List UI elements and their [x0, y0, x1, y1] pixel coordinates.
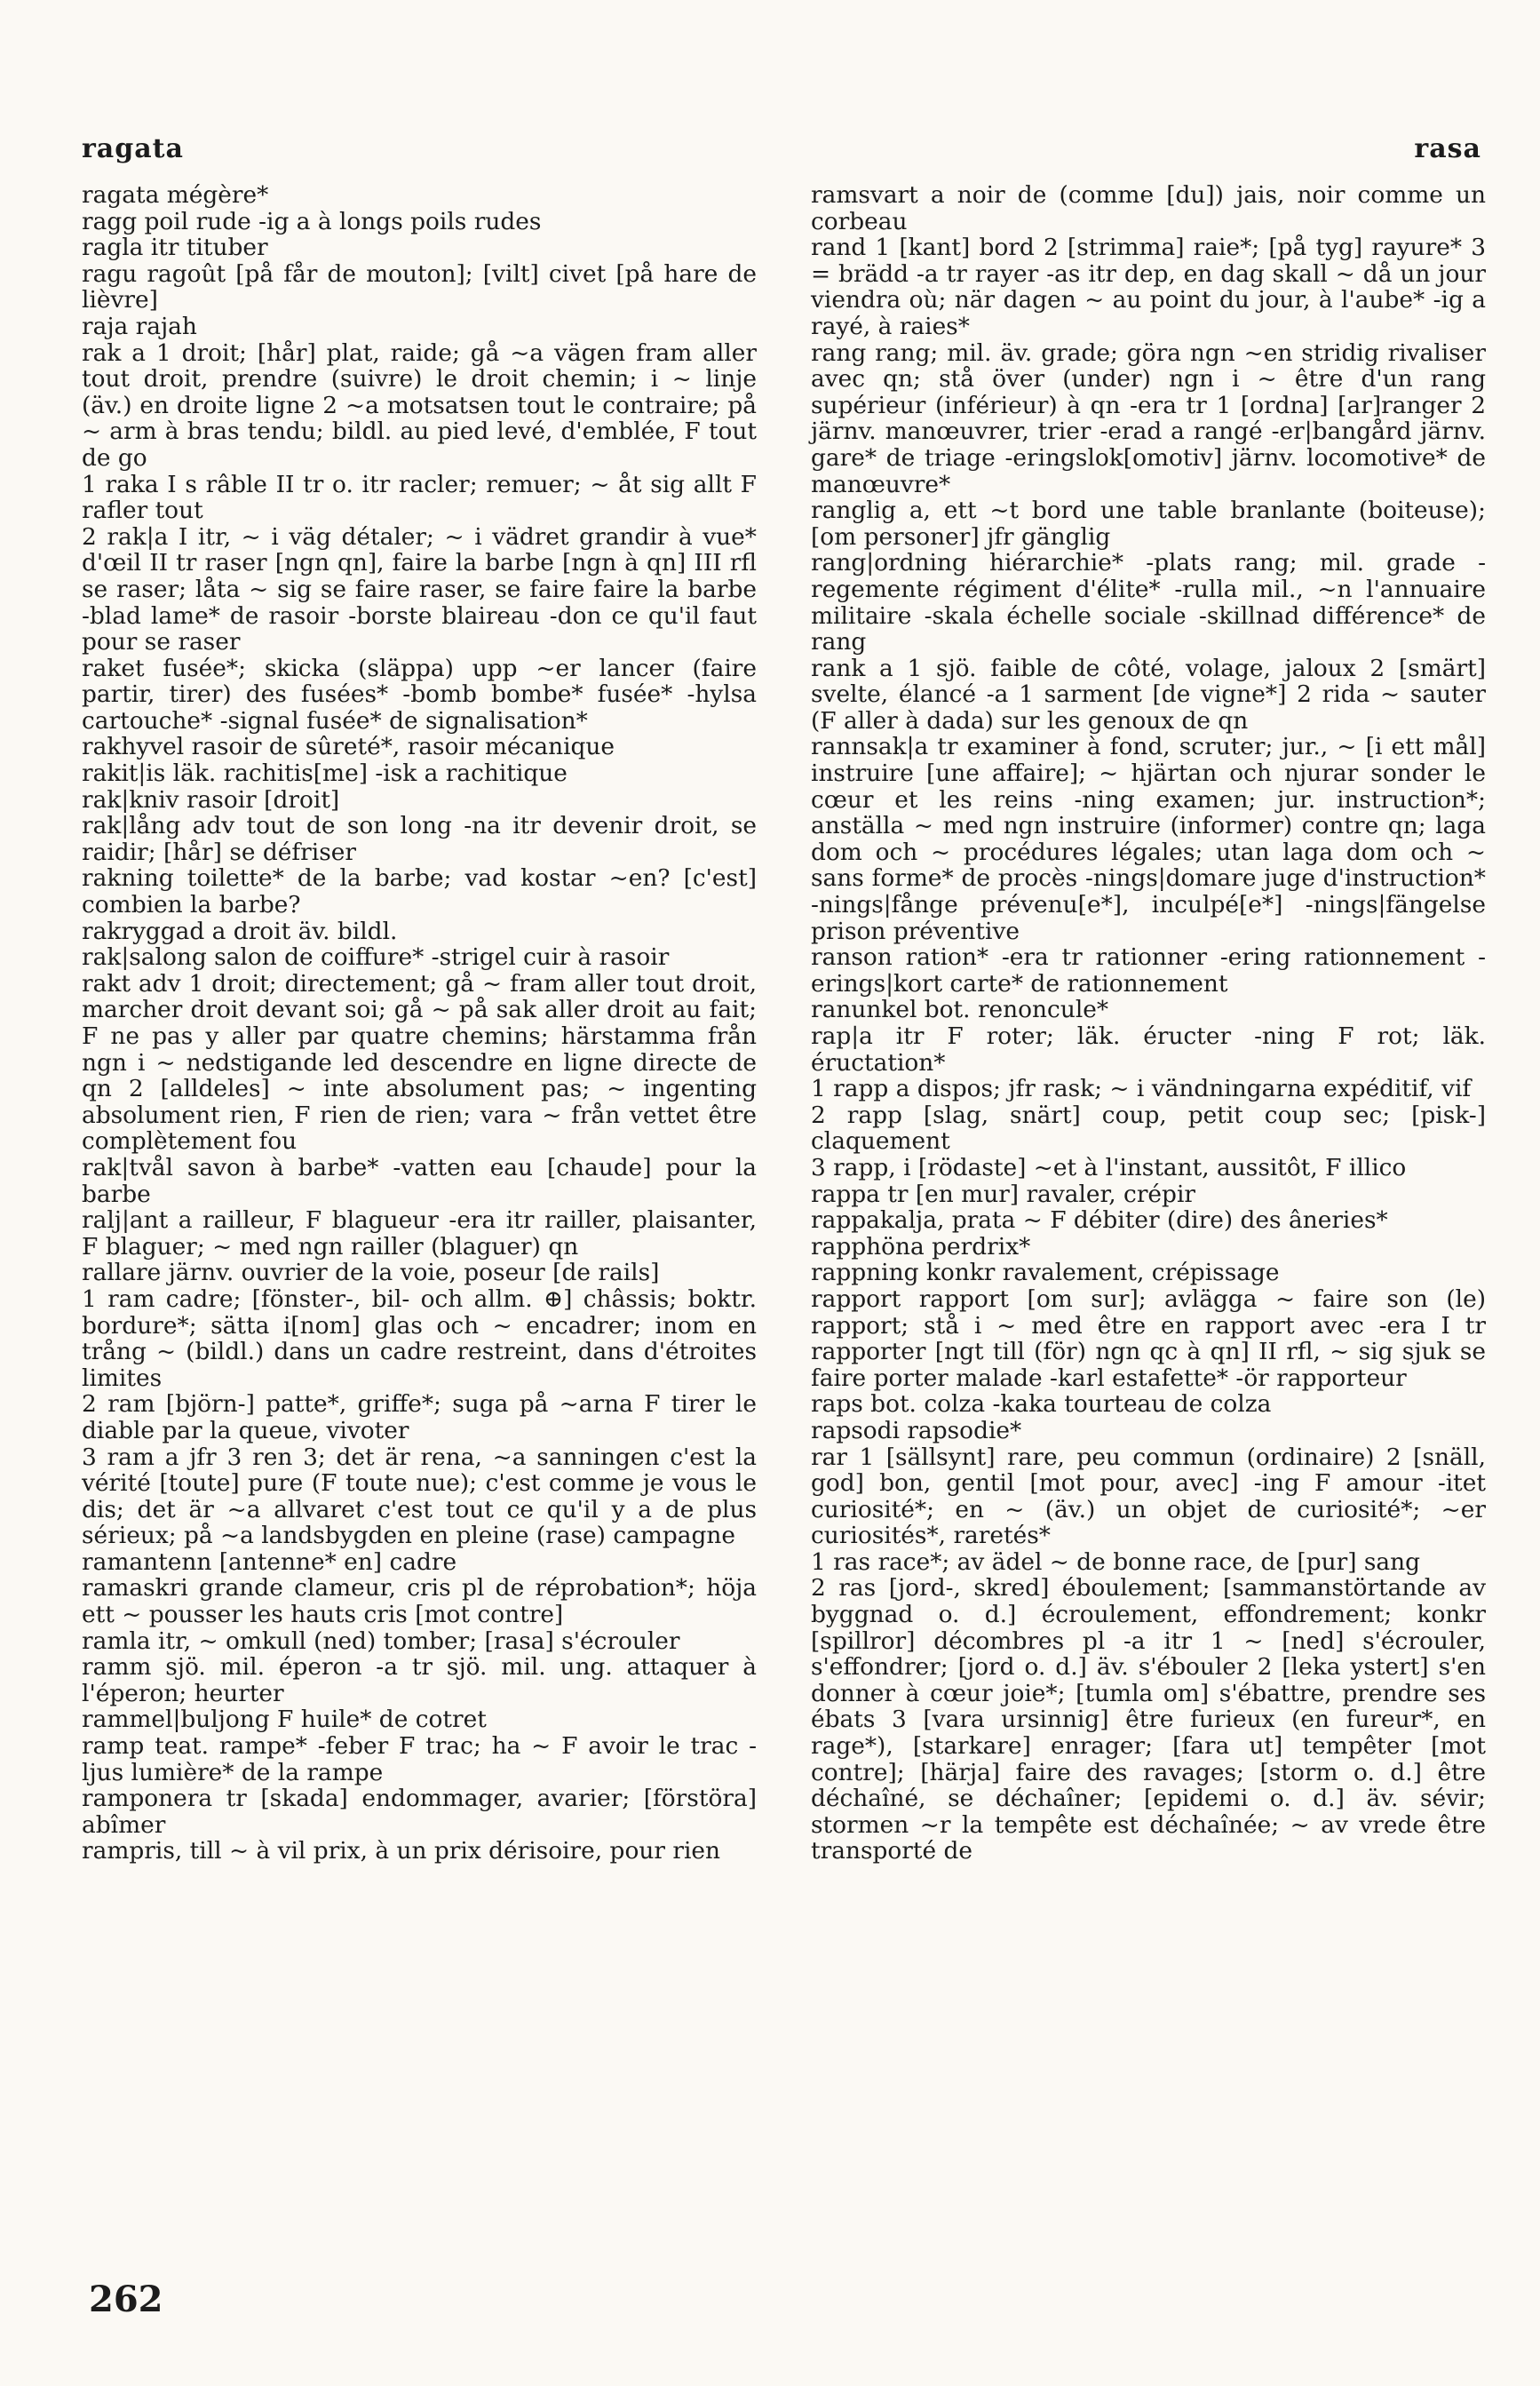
dictionary-entry: 2 ram [björn-] patte*, griffe*; suga på ~arna F tirer le diable par la queue, vivoter — [82, 1390, 757, 1444]
dictionary-entry: 3 rapp, i [rödaste] ~et à l'instant, aussitôt, F illico — [811, 1153, 1407, 1181]
dictionary-entry: rappning konkr ravalement, crépissage — [811, 1259, 1280, 1287]
dictionary-entry: rakning toilette* de la barbe; vad kostar ~en? [c'est] combien la barbe? — [82, 864, 757, 919]
dictionary-entry: raket fusée*; skicka (släppa) upp ~er lancer (faire partir, tirer) des fusées* -bomb bombe* fusée* -hylsa cartouche* -signal fusée* de signalisation* — [82, 654, 757, 735]
dictionary-entry: rap|a itr F roter; läk. éructer -ning F rot; läk. éructation* — [811, 1022, 1486, 1077]
dictionary-entry: rammel|buljong F huile* de cotret — [82, 1706, 487, 1734]
dictionary-entry: ralj|ant a railleur, F blagueur -era itr railler, plaisanter, F blaguer; ~ med ngn railler (blaguer) qn — [82, 1206, 757, 1261]
page-number: 262 — [89, 2279, 163, 2320]
right-column — [811, 182, 1486, 1865]
dictionary-entry: rak|lång adv tout de son long -na itr devenir droit, se raidir; [hår] se défriser — [82, 812, 757, 866]
dictionary-entry: 1 ras race*; av ädel ~ de bonne race, de [pur] sang — [811, 1547, 1421, 1576]
dictionary-entry: rakit|is läk. rachitis[me] -isk a rachitique — [82, 760, 568, 788]
dictionary-entry: rapport rapport [om sur]; avlägga ~ faire son (le) rapport; stå i ~ med être en rapport avec -era I tr rapporter [ngt till (för) ngn qc à qn] II rfl, ~ sig sjuk se faire porter malade -karl estafette* -ör rapporteur — [811, 1284, 1486, 1392]
dictionary-entry: ramm sjö. mil. éperon -a tr sjö. mil. ung. attaquer à l'éperon; heurter — [82, 1653, 757, 1707]
dictionary-entry: ramaskri grande clameur, cris pl de réprobation*; höja ett ~ pousser les hauts cris [mot contre] — [82, 1574, 757, 1629]
dictionary-entry: rapphöna perdrix* — [811, 1232, 1031, 1261]
dictionary-entry: rang rang; mil. äv. grade; göra ngn ~en stridig rivaliser avec qn; stå över (under) ngn i ~ être d'un rang supérieur (inférieur) à qn -era tr 1 [ordna] [ar]ranger 2 järnv. manœuvrer, trier -erad a rangé -er|bangård järnv. gare* de triage -eringslok[omotiv] järnv. locomotive* de manœuvre* — [811, 338, 1486, 498]
dictionary-entry: rapsodi rapsodie* — [811, 1416, 1022, 1444]
left-column — [82, 182, 757, 1865]
dictionary-entry: rak|kniv rasoir [droit] — [82, 785, 340, 814]
dictionary-entry: rakhyvel rasoir de sûreté*, rasoir mécanique — [82, 733, 615, 761]
dictionary-entry: ramponera tr [skada] endommager, avarier; [förstöra] abîmer — [82, 1785, 757, 1839]
dictionary-entry: ragata mégère* — [82, 181, 269, 209]
dictionary-entry: ragu ragoût [på får de mouton]; [vilt] civet [på hare de lièvre] — [82, 259, 757, 314]
dictionary-entry: rar 1 [sällsynt] rare, peu commun (ordinaire) 2 [snäll, god] bon, gentil [mot pour, avec] -ing F amour -itet curiosité*; en ~ (äv.) un objet de curiosité*; ~er curiosités*, raretés* — [811, 1443, 1486, 1550]
dictionary-entry: rak|tvål savon à barbe* -vatten eau [chaude] pour la barbe — [82, 1153, 757, 1208]
dictionary-entry: ragla itr tituber — [82, 234, 268, 262]
dictionary-entry: rannsak|a tr examiner à fond, scruter; jur., ~ [i ett mål] instruire [une affaire]; ~ hjärtan och njurar sonder le cœur et les reins -ning examen; jur. instruction*; anställa ~ med ngn instruire (informer) contre qn; laga dom och ~ procédures légales; utan laga dom och ~ sans forme* de procès -nings|domare juge d'instruction* -nings|fånge prévenu[e*], inculpé[e*] -nings|fängelse prison préventive — [811, 733, 1486, 945]
dictionary-entry: raps bot. colza -kaka tourteau de colza — [811, 1390, 1272, 1419]
dictionary-entry: ranson ration* -era tr rationner -ering rationnement -erings|kort carte* de rationnement — [811, 943, 1486, 998]
header-right-guideword: rasa — [1414, 133, 1481, 164]
header-left-guideword: ragata — [82, 133, 184, 164]
dictionary-entry: rank a 1 sjö. faible de côté, volage, jaloux 2 [smärt] svelte, élancé -a 1 sarment [de vigne*] 2 rida ~ sauter (F aller à dada) sur les genoux de qn — [811, 654, 1486, 735]
dictionary-entry: rappakalja, prata ~ F débiter (dire) des âneries* — [811, 1206, 1388, 1235]
dictionary-entry: ramantenn [antenne* en] cadre — [82, 1547, 457, 1576]
dictionary-entry: 1 raka I s râble II tr o. itr racler; remuer; ~ åt sig allt F rafler tout — [82, 470, 757, 525]
dictionary-entry: 2 rapp [slag, snärt] coup, petit coup sec; [pisk-] claquement — [811, 1101, 1486, 1156]
dictionary-entry: ranglig a, ett ~t bord une table branlante (boiteuse); [om personer] jfr gänglig — [811, 497, 1486, 551]
dictionary-entry: rakryggad a droit äv. bildl. — [82, 917, 398, 945]
dictionary-entry: ranunkel bot. renoncule* — [811, 996, 1109, 1024]
dictionary-entry: ragg poil rude -ig a à longs poils rudes — [82, 207, 542, 235]
dictionary-entry: rak|salong salon de coiffure* -strigel cuir à rasoir — [82, 943, 670, 972]
dictionary-entry: rappa tr [en mur] ravaler, crépir — [811, 1180, 1195, 1208]
dictionary-entry: ramp teat. rampe* -feber F trac; ha ~ F avoir le trac -ljus lumière* de la rampe — [82, 1732, 757, 1786]
dictionary-entry: raja rajah — [82, 312, 197, 340]
dictionary-entry: 3 ram a jfr 3 ren 3; det är rena, ~a sanningen c'est la vérité [toute] pure (F toute nue); c'est comme je vous le dis; det är ~a allvaret c'est tout ce qu'il y a de plus sérieux; på ~a landsbygden en pleine (rase) campagne — [82, 1443, 757, 1550]
dictionary-entry: rand 1 [kant] bord 2 [strimma] raie*; [på tyg] rayure* 3 = brädd -a tr rayer -as itr dep, en dag skall ~ då un jour viendra où; när dagen ~ au point du jour, à l'aube* -ig a rayé, à raies* — [811, 234, 1486, 340]
dictionary-entry: 1 rapp a dispos; jfr rask; ~ i vändningarna expéditif, vif — [811, 1075, 1472, 1103]
dictionary-entry: ramla itr, ~ omkull (ned) tomber; [rasa] s'écrouler — [82, 1626, 680, 1655]
dictionary-entry: 2 rak|a I itr, ~ i väg détaler; ~ i vädret grandir à vue* d'œil II tr raser [ngn qn], faire la barbe [ngn à qn] III rfl se raser; låta ~ sig se faire raser, se faire faire la barbe -blad lame* de rasoir -borste blaireau -don ce qu'il faut pour se raser — [82, 522, 757, 656]
dictionary-entry: 2 ras [jord-, skred] éboulement; [sammanstörtande av byggnad o. d.] écroulement, effondrement; konkr [spillror] décombres pl -a itr 1 ~ [ned] s'écrouler, s'effondrer; [jord o. d.] äv. s'ébouler 2 [leka ystert] s'en donner à cœur joie*; [tumla om] s'ébattre, prendre ses ébats 3 [vara ursinnig] être furieux (en fureur*, en rage*), [starkare] enrager; [fara ut] tempêter [mot contre]; [härja] faire des ravages; [storm o. d.] être déchaîné, se déchaîner; [epidemi o. d.] äv. sévir; stormen ~r la tempête est déchaînée; ~ av vrede être transporté de — [811, 1574, 1486, 1865]
dictionary-entry: rampris, till ~ à vil prix, à un prix dérisoire, pour rien — [82, 1837, 721, 1865]
dictionary-entry: 1 ram cadre; [fönster-, bil- och allm. ⊕] châssis; boktr. bordure*; sätta i[nom] glas och ~ encadrer; inom en trång ~ (bildl.) dans un cadre restreint, dans d'étroites limites — [82, 1284, 757, 1392]
dictionary-entry: rak a 1 droit; [hår] plat, raide; gå ~a vägen fram aller tout droit, prendre (suivre) le droit chemin; i ~ linje (äv.) en droite ligne 2 ~a motsatsen tout le contraire; på ~ arm à bras tendu; bildl. au pied levé, d'emblée, F tout de go — [82, 338, 757, 472]
dictionary-entry: rakt adv 1 droit; directement; gå ~ fram aller tout droit, marcher droit devant soi; gå ~ på sak aller droit au fait; F ne pas y aller par quatre chemins; härstamma från ngn i ~ nedstigande led descendre en ligne directe de qn 2 [alldeles] ~ inte absolument pas; ~ ingenting absolument rien, F rien de rien; vara ~ från vettet être complètement fou — [82, 969, 757, 1156]
dictionary-entry: ramsvart a noir de (comme [du]) jais, noir comme un corbeau — [811, 181, 1486, 235]
dictionary-entry: rallare järnv. ouvrier de la voie, poseur [de rails] — [82, 1259, 660, 1287]
dictionary-entry: rang|ordning hiérarchie* -plats rang; mil. grade -regemente régiment d'élite* -rulla mil., ~n l'annuaire militaire -skala échelle sociale -skillnad différence* de rang — [811, 549, 1486, 656]
